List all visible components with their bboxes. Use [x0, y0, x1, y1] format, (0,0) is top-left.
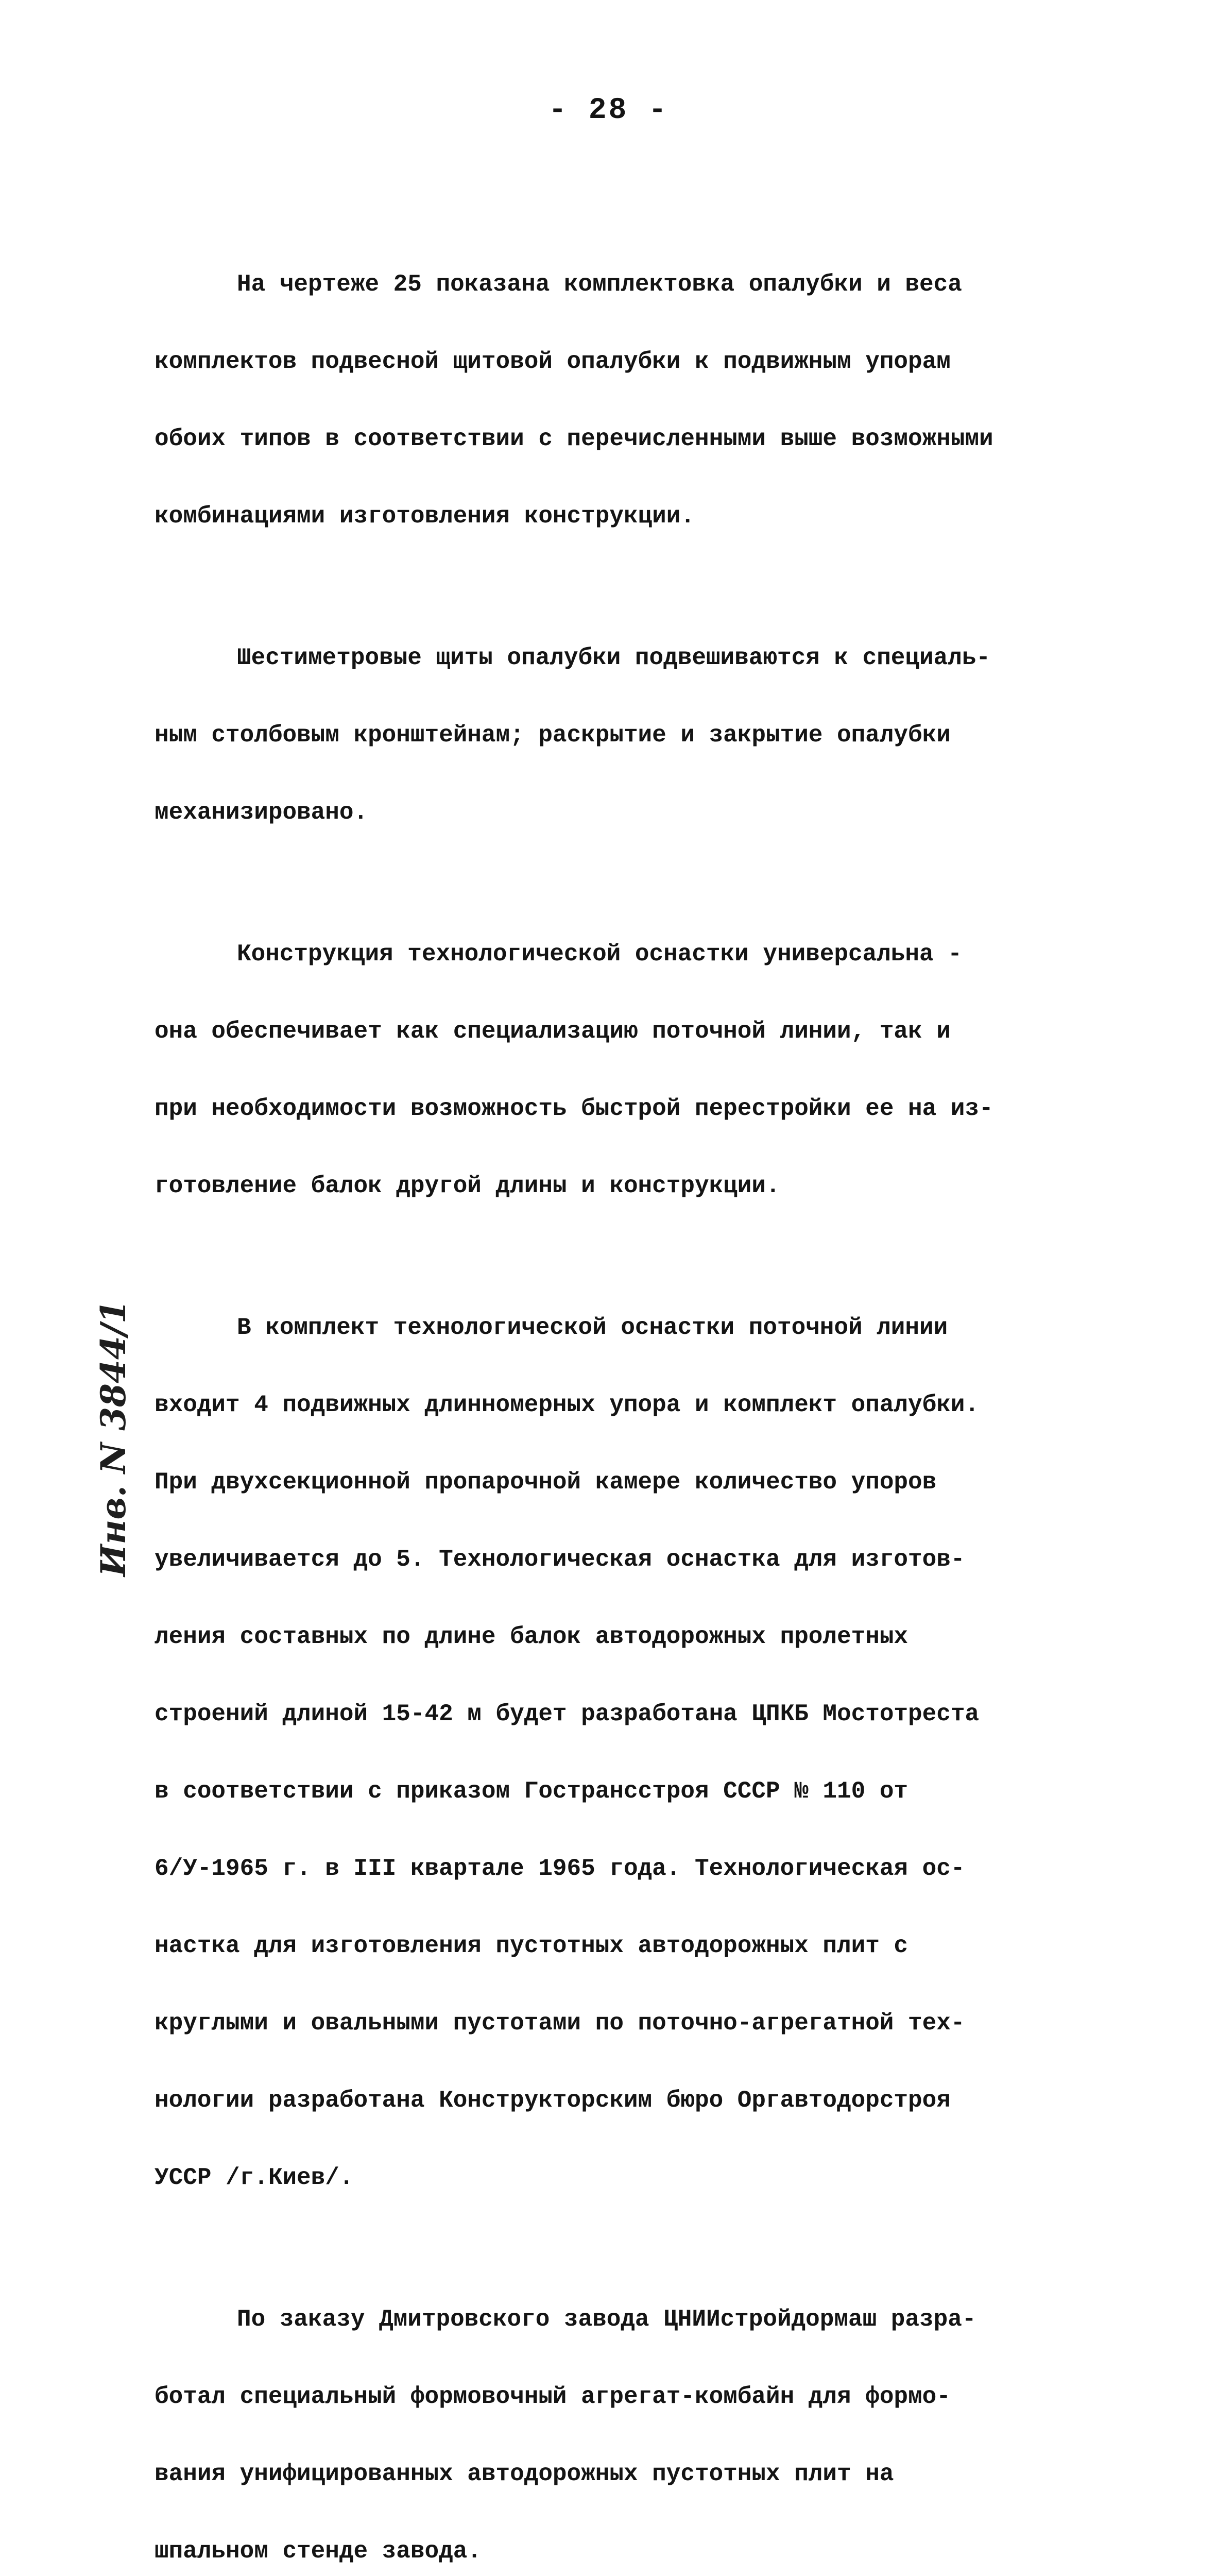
- inventory-margin-note: Инв. N 3844/1: [93, 1300, 133, 1577]
- paragraph-5: [155, 2262, 1118, 2576]
- text-line: в соответствии с приказом Гострансстроя СССР № 110 от: [155, 1778, 909, 1805]
- page-number: - 28 -: [548, 94, 669, 127]
- text-line: обоих типов в соответствии с перечисленными выше возможными: [155, 426, 993, 452]
- text-line: увеличивается до 5. Технологическая оснастка для изготов-: [155, 1546, 965, 1573]
- paragraph-1: [155, 227, 1118, 574]
- text-line: настка для изготовления пустотных автодорожных плит с: [155, 1933, 909, 1959]
- text-line: Шестиметровые щиты опалубки подвешиваются к специаль-: [237, 645, 991, 671]
- text-line: при необходимости возможность быстрой перестройки ее на из-: [155, 1095, 993, 1122]
- text-line: готовление балок другой длины и конструкции.: [155, 1173, 780, 1199]
- text-line: По заказу Дмитровского завода ЦНИИстройдормаш разра-: [237, 2306, 976, 2333]
- text-line: ным столбовым кронштейнам; раскрытие и закрытие опалубки: [155, 722, 951, 749]
- text-line: В комплект технологической оснастки поточной линии: [237, 1314, 948, 1341]
- text-line: вания унифицированных автодорожных пустотных плит на: [155, 2461, 894, 2487]
- text-line: При двухсекционной пропарочной камере количество упоров: [155, 1469, 937, 1496]
- paragraph-3: [155, 896, 1118, 1244]
- text-line: комбинациями изготовления конструкции.: [155, 503, 695, 530]
- text-line: 6/У-1965 г. в III квартале 1965 года. Технологическая ос-: [155, 1855, 965, 1882]
- text-line: строений длиной 15-42 м будет разработана ЦПКБ Мостотреста: [155, 1701, 980, 1727]
- text-line: УССР /г.Киев/.: [155, 2164, 354, 2191]
- paragraph-4: [155, 1270, 1118, 2236]
- text-line: На чертеже 25 показана комплектовка опалубки и веса: [237, 271, 962, 298]
- text-line: шпальном стенде завода.: [155, 2538, 482, 2565]
- text-line: Конструкция технологической оснастки универсальна -: [237, 941, 962, 968]
- paragraph-2: [155, 600, 1118, 871]
- body-text: [155, 227, 1118, 2576]
- text-line: она обеспечивает как специализацию поточной линии, так и: [155, 1018, 951, 1045]
- text-line: механизировано.: [155, 799, 368, 826]
- text-line: круглыми и овальными пустотами по поточно-агрегатной тех-: [155, 2010, 965, 2037]
- text-line: входит 4 подвижных длинномерных упора и комплект опалубки.: [155, 1392, 980, 1418]
- text-line: комплектов подвесной щитовой опалубки к подвижным упорам: [155, 348, 951, 375]
- text-line: ботал специальный формовочный агрегат-комбайн для формо-: [155, 2383, 951, 2410]
- text-line: нологии разработана Конструкторским бюро Оргавтодорстроя: [155, 2087, 951, 2114]
- text-line: ления составных по длине балок автодорожных пролетных: [155, 1623, 909, 1650]
